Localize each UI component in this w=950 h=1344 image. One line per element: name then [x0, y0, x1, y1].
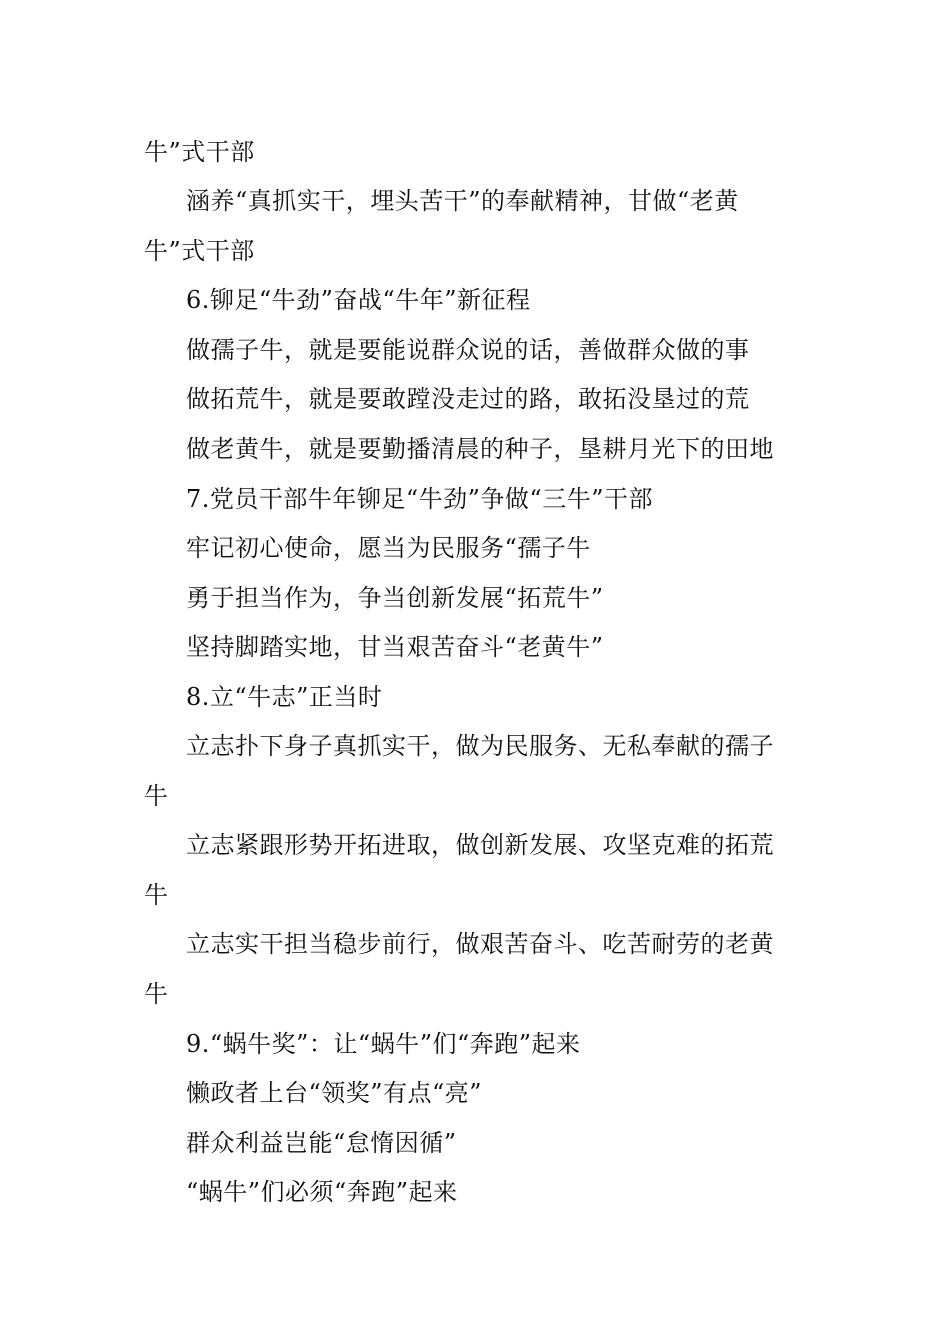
section-heading: 9.“蜗牛奖”：让“蜗牛”们“奔跑”起来 — [186, 1030, 581, 1058]
text-line: 勇于担当作为，争当创新发展“拓荒牛” — [186, 584, 604, 612]
text-line: 牛”式干部 — [144, 138, 255, 166]
text-line: 懒政者上台“领奖”有点“亮” — [186, 1079, 483, 1107]
text-line: 立志扑下身子真抓实干，做为民服务、无私奉献的孺子 — [186, 732, 774, 760]
text-line: 立志紧跟形势开拓进取，做创新发展、攻坚克难的拓荒 — [186, 831, 774, 859]
text-line: 牛”式干部 — [144, 237, 255, 265]
text-line: 做孺子牛，就是要能说群众说的话，善做群众做的事 — [186, 336, 750, 364]
section-heading: 6.铆足“牛劲”奋战“牛年”新征程 — [186, 286, 531, 314]
text-line: 立志实干担当稳步前行，做艰苦奋斗、吃苦耐劳的老黄 — [186, 930, 774, 958]
text-line: 牛 — [144, 881, 169, 909]
text-line: 牛 — [144, 980, 169, 1008]
text-line: 群众利益岂能“怠惰因循” — [186, 1129, 457, 1157]
text-line: “蜗牛”们必须“奔跑”起来 — [186, 1178, 458, 1206]
text-line: 做拓荒牛，就是要敢蹚没走过的路，敢拓没垦过的荒 — [186, 385, 750, 413]
text-line: 做老黄牛，就是要勤播清晨的种子，垦耕月光下的田地 — [186, 435, 774, 463]
section-heading: 7.党员干部牛年铆足“牛劲”争做“三牛”干部 — [186, 485, 653, 513]
text-line: 牛 — [144, 782, 169, 810]
text-line: 坚持脚踏实地，甘当艰苦奋斗“老黄牛” — [186, 633, 604, 661]
text-line: 涵养“真抓实干，埋头苦干”的奉献精神，甘做“老黄 — [186, 187, 739, 215]
text-line: 牢记初心使命，愿当为民服务“孺子牛 — [186, 534, 591, 562]
section-heading: 8.立“牛志”正当时 — [186, 683, 383, 711]
